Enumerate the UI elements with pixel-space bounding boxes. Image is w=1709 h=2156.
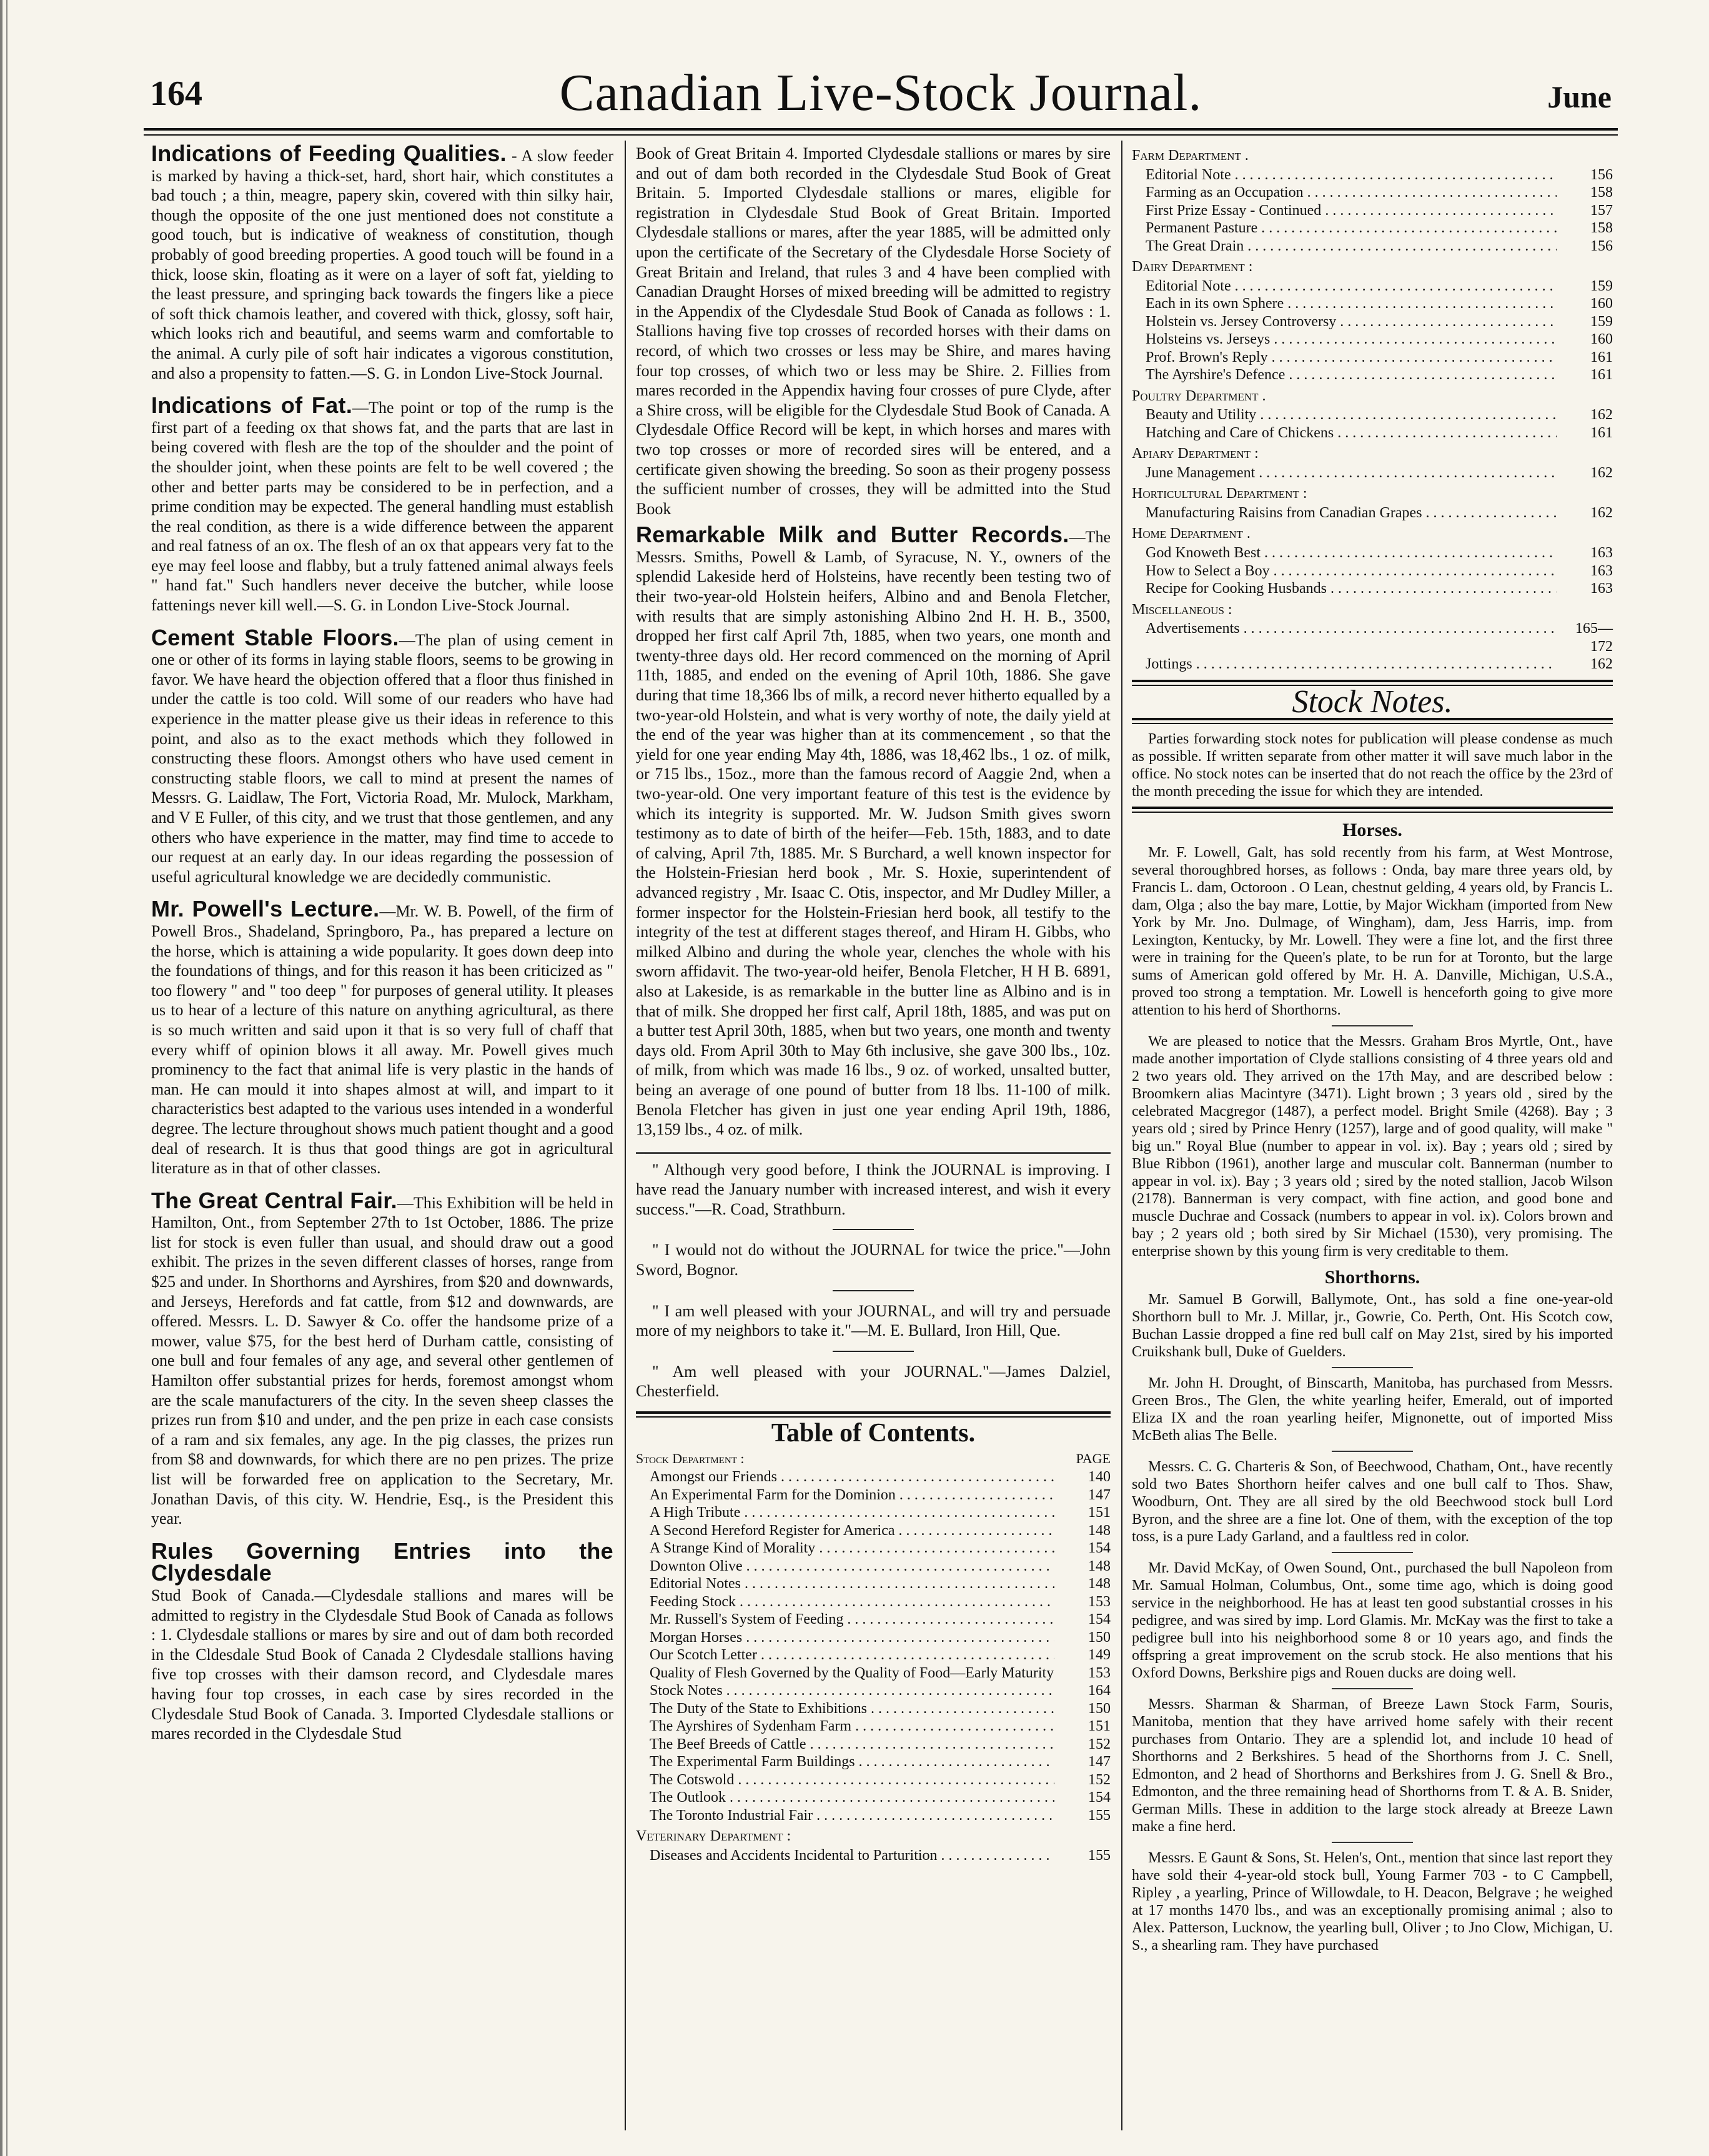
newspaper-page <box>144 62 1618 2137</box>
toc-entry-title: The Toronto Industrial Fair . . . <box>650 1807 1054 1825</box>
testimonial: " I am well pleased with your JOURNAL, and will try and persuade more of my neighbors to take it."—M. E. Bullard, Iron Hill, Que. <box>636 1301 1111 1340</box>
article-heading: Remarkable Milk and Butter Records. <box>636 522 1069 548</box>
article <box>151 1187 613 1529</box>
toc-entry-page: 158 <box>1590 220 1613 237</box>
toc-entry-title: The Cotswold . . . <box>650 1771 1054 1789</box>
toc-entry <box>1132 349 1613 367</box>
toc-entry-title: God Knoweth Best . . . <box>1146 544 1557 562</box>
toc-entry <box>636 1611 1111 1629</box>
toc-entry-title: The Experimental Farm Buildings . . . <box>650 1753 1054 1771</box>
issue-month: June <box>1547 79 1612 114</box>
masthead-rule <box>144 128 1618 136</box>
toc-entry <box>636 1557 1111 1576</box>
toc-entry-title: Beauty and Utility . . . <box>1146 406 1557 424</box>
masthead <box>144 62 1618 131</box>
toc-entry-title: Editorial Note . . . <box>1146 166 1557 184</box>
separator <box>1332 1451 1413 1452</box>
toc-entry <box>636 1789 1111 1807</box>
stock-note: Messrs. C. G. Charteris & Son, of Beechwood, Chatham, Ont., have recently sold two Bates Shorthorn heifer calves and one bull calf to Thos. Shaw, Woodburn, Ont. They are all sired by the old Beechwood stock bull Lord Byron, and the shree are a fine lot. One of them, with the exception of the top toss, is a pure Lady Garland, and a faultless red in color. <box>1132 1459 1613 1546</box>
toc-entry-title: Editorial Note . . . <box>1146 277 1557 296</box>
toc-entry <box>1132 424 1613 442</box>
separator <box>636 1152 1111 1154</box>
separator <box>1332 1367 1413 1368</box>
separator <box>1332 1842 1413 1843</box>
toc-entry-page: 159 <box>1590 277 1613 294</box>
article <box>636 522 1111 1139</box>
article-heading: Indications of Fat. <box>151 392 353 419</box>
toc-entry-page: 153 <box>1088 1593 1111 1610</box>
notes-intro: Parties forwarding stock notes for publication will please condense as much as possible. If written separate from other matter it will save much labor in the office. No stock notes can be inserted that do not reach the office by the 23rd of the month preceding the issue for which they are intended. <box>1132 731 1613 800</box>
toc-entry-title: Morgan Horses . . . <box>650 1629 1054 1647</box>
toc-entry <box>636 1807 1111 1825</box>
stock-note: Messrs. Sharman & Sharman, of Breeze Lawn Stock Farm, Souris, Manitoba, mention that they have arrived home safely with their recent purchases from Ontario. They are a splendid lot, and include 10 head of Shorthorns and 2 Berkshires. 5 head of the Shorthorns from J. C. Snell, Edmonton, and 2 head of Shorthorns and Berkshires from J. G. Snell & Bro., Edmonton, and the three remaining head of Shorthorns from T. & A. B. Snider, German Mills. These in addition to the large stock already at Breeze Lawn make a fine herd. <box>1132 1696 1613 1836</box>
toc-entry-page: 151 <box>1088 1504 1111 1521</box>
toc-entry <box>636 1753 1111 1771</box>
toc-entry <box>1132 295 1613 313</box>
article-body: —This Exhibition will be held in Hamilton, Ont., from September 27th to 1st October, 1886. The prize list for stock is even fuller than usual, and should draw out a good exhibit. The prizes in the seven different classes of horses, range from $25 and under. In Shorthorns and Ayrshires, from $20 and downwards, and Jerseys, Herefords and fat cattle, from $12 and downwards, are offered. Messrs. L. D. Sawyer & Co. offer the handsome prize of a mower, value $75, for the best herd of Durham cattle, consisting of one bull and four females of any age, and several other gentlemen of Hamilton offer substantial prizes for herds, foremost amongst whom are the scale manufacturers of the city. In the seven sheep classes the prizes run from $10 and under, and the pen prize in each case consists of a ram and six females, any age. In the pig classes, the prizes run from $8 and downwards, for which there are no pen prizes. The prize list will be forwarded free on application to the Secretary, Mr. Jonathan Davis, of this city. W. Hendrie, Esq., is the President this year. <box>151 1193 613 1528</box>
article-heading: The Great Central Fair. <box>151 1187 397 1213</box>
stock-note: We are pleased to notice that the Messrs. Graham Bros Myrtle, Ont., have made another importation of Clyde stallions consisting of 4 three years old and 2 two years old. They arrived on the 17th May, and are described below : Broomkern alias Macintyre (3471). Light brown ; 3 years old , sired by the celebrated Macgregor (1487), a perfect model. Bright Smile (4268). Bay ; 3 years old ; sired by Prince Henry (1257), large and of good quality, will make " big un." Royal Blue (number to appear in vol. ix). Bay ; years old ; sired by Blue Ribbon (1961), another large and muscular colt. Bannerman (number to appear in vol. ix). Bay ; 3 years old ; sired by the noted stallion, Jacob Wilson (2178). Bannerman is very compact, with fine action, and good bone and muscle Duchrae and Cossack (numbers to appear in vol. ix). Colors brown and bay ; 2 years old ; both sired by Sir Michael (1530), very promising. The enterprise shown by this young firm is very creditable to them. <box>1132 1033 1613 1259</box>
toc-entry-title: Stock Notes . . . <box>650 1682 1054 1700</box>
stock-note: Mr. F. Lowell, Galt, has sold recently from his farm, at West Montrose, several thoroughbred horses, as follows : Onda, bay mare three years old, by Francis L. dam, Octoroon . O Lean, chestnut gelding, 4 years old, by Francis L. dam, Olga ; also the bay mare, Lottie, by Major Wickham (imported from New York by Mr. Jno. Dulmage, of Wingham), dam, Jess Harris, imp. from Lexington, Kentucky, by Mr. Lowell. They were a fine lot, and the first three were in training for the Queen's plate, to be run for at Toronto, but the large sums of American gold offered by Mr. H. A. Danville, Michigan, U.S.A., proved too strong a temptation. Mr. Lowell is henceforth going to give more attention to his herd of Shorthorns. <box>1132 844 1613 1018</box>
toc-entry-page: 164 <box>1088 1682 1111 1699</box>
toc-entry <box>1132 166 1613 184</box>
toc-entry-title: Permanent Pasture . . . <box>1146 219 1557 237</box>
column-1 <box>151 141 613 1756</box>
toc-entry-title: Amongst our Friends . . . <box>650 1468 1054 1486</box>
toc-entry-page: 148 <box>1088 1557 1111 1574</box>
toc-entry <box>636 1486 1111 1504</box>
stock-notes-title: Stock Notes. <box>1292 683 1453 720</box>
toc-entry-title: A Second Hereford Register for America . . . <box>650 1522 1054 1540</box>
toc-entry <box>636 1575 1111 1593</box>
toc-entry-title: Hatching and Care of Chickens . . . <box>1146 424 1557 442</box>
toc-entry-title: Prof. Brown's Reply . . . <box>1146 349 1557 367</box>
toc-entry-page: 163 <box>1590 580 1613 597</box>
toc-entry <box>1132 219 1613 237</box>
separator <box>833 1290 914 1291</box>
toc-entry-page: 149 <box>1088 1647 1111 1664</box>
article-heading: Mr. Powell's Lecture. <box>151 896 380 922</box>
toc-entry <box>636 1539 1111 1557</box>
toc-section: Farm Department . <box>1132 147 1249 164</box>
toc-section: Stock Department : <box>636 1450 745 1466</box>
toc-entry <box>1132 464 1613 482</box>
toc-title: Table of Contents. <box>771 1419 976 1448</box>
toc-entry-page: 163 <box>1590 562 1613 579</box>
toc-entry <box>1132 184 1613 202</box>
toc-entry-page: 161 <box>1590 349 1613 365</box>
article-body: Stud Book of Canada.—Clydesdale stallions and mares will be admitted to registry in the Clydesdale Stud Book of Canada as follows : 1. Clydesdale stallions or mares by sire and out of dam both recorded in the Cldesdale Stud Book of Canada 2 Clydesdale stallions having five top crosses with their damson record, and Clydesdale mares having four top crosses, in each case by sires recorded in the Clydesdale Stud Book of Canada. 3. Imported Clydesdale stallions or mares recorded in the Clydesdale Stud <box>151 1586 613 1743</box>
toc-entry <box>636 1629 1111 1647</box>
testimonial: " Am well pleased with your JOURNAL."—James Dalziel, Chesterfield. <box>636 1362 1111 1401</box>
toc-entry <box>636 1646 1111 1664</box>
toc-entry-title: A Strange Kind of Morality . . . <box>650 1539 1054 1557</box>
toc-section: Horticultural Department : <box>1132 485 1307 502</box>
toc-section: Home Department . <box>1132 525 1251 542</box>
toc-entry-page: 157 <box>1590 202 1613 219</box>
toc-entry-page: 156 <box>1590 237 1613 254</box>
separator <box>1332 1688 1413 1689</box>
toc-entry-title: The Ayrshires of Sydenham Farm . . . <box>650 1717 1054 1736</box>
toc-entry-title: The Outlook . . . <box>650 1789 1054 1807</box>
toc-entry-page: 163 <box>1590 545 1613 562</box>
toc-entry <box>1132 562 1613 580</box>
toc-section-header <box>636 1449 1111 1469</box>
page-edge-binding <box>0 0 21 2156</box>
toc-entry-page: 162 <box>1590 504 1613 521</box>
toc-entry-page: 154 <box>1088 1540 1111 1557</box>
article <box>151 141 613 383</box>
toc-entry <box>636 1468 1111 1486</box>
toc-entry-page: 158 <box>1590 184 1613 201</box>
toc-entry-title: Our Scotch Letter . . . <box>650 1646 1054 1664</box>
toc-entry-page: 162 <box>1590 464 1613 481</box>
toc-entry-page: 161 <box>1590 367 1613 384</box>
toc-entry-page: 160 <box>1590 296 1613 312</box>
toc-entry <box>636 1847 1111 1865</box>
separator <box>833 1229 914 1230</box>
toc-section: Miscellaneous : <box>1132 601 1232 618</box>
toc-entry-title: Advertisements . . . <box>1146 620 1557 655</box>
toc-section: Dairy Department : <box>1132 259 1253 276</box>
stock-note: Mr. David McKay, of Owen Sound, Ont., purchased the bull Napoleon from Mr. Samual Holman, Columbus, Ont., some time ago, which is doing good service in the neighborhood. He has at least ten good substantial crosses in his pedigree, and was sired by imp. Lord Glamis. Mr. McKay was the first to take a pedigree bull into his neighborhood some 8 or 10 years ago, and finds the offspring a great improvement on the scrub stock. He also mentions that his Oxford Downs, Berkshire pigs and Rouen ducks are doing well. <box>1132 1560 1613 1682</box>
toc-entry <box>636 1771 1111 1789</box>
toc-section: Apiary Department : <box>1132 445 1259 462</box>
toc-entry <box>636 1682 1111 1700</box>
toc-section: Veterinary Department : <box>636 1828 791 1845</box>
article-heading: Cement Stable Floors. <box>151 624 399 650</box>
toc-entry-title: Holsteins vs. Jerseys . . . <box>1146 330 1557 349</box>
toc-continued <box>1132 146 1613 673</box>
toc-entry <box>636 1504 1111 1522</box>
article-continued: Book of Great Britain 4. Imported Clydesdale stallions or mares by sire and out of dam both recorded in the Clydesdale Stud Book of Great Britain. 5. Imported Clydesdale stallions or mares, eligible for registration in Clydesdale Stud Book of Great Britain. Imported Clydesdale stallions or mares, after the year 1885, will be admitted only upon the certificate of the Secretary of the Clydesdale Horse Society of Great Britain and Ireland, that rules 3 and 4 have been complied with Canadian Draught Horses of mixed breeding will be admitted to registry in the Appendix of the Clydesdale Stud Book of Canada as follows : 1. Stallions having five top crosses of recorded horses with their dams on record, of which two crosses or less may be Shire, and mares having four top crosses, of which two or less may be Shire. 2. Fillies from mares recorded in the Appendix having four crosses of pure Clyde, after a Shire cross, will be eligible for the Clydesdale Stud Book of Canada. A Clydesdale Office Record will be kept, in which horses and mares with two top crosses or more of recorded sires will be entered, and a certificate given showing the breeding. So soon as their progeny possess the sufficient number of crosses, they will be admitted into the Stud Book <box>636 144 1111 518</box>
toc-entry <box>1132 504 1613 522</box>
toc-entry <box>1132 544 1613 562</box>
toc-entry-page: 140 <box>1088 1469 1111 1486</box>
toc-entry-title: First Prize Essay - Continued . . . <box>1146 202 1557 220</box>
separator <box>636 1411 1111 1418</box>
article-body: —Mr. W. B. Powell, of the firm of Powell Bros., Shadeland, Springboro, Pa., has prepared a lecture on the horse, which is attaining a wide popularity. It goes down deep into the foundations of things, and for this reason it has been criticized as " too flowery " and " too deep " for purposes of general utility. It pleases us to hear of a lecture of this nature on anything agricultural, as there is so much written and said upon it that is so very full of chaff that every whiff of opinion blows it all away. Mr. Powell gives much prominency to the fact that animal life is very plastic in the hands of man. He can mould it into shapes almost at will, and impart to it characteristics best adapted to the various uses intended in a wonderful degree. The lecture throughout shows much patient thought and a good deal of research. It is thus that good things are got in agricultural literature as in that of other classes. <box>151 902 613 1178</box>
journal-title: Canadian Live-Stock Journal. <box>559 64 1202 122</box>
toc-entry <box>1132 237 1613 256</box>
toc-page-label: PAGE <box>1076 1450 1111 1466</box>
article-body: —The Messrs. Smiths, Powell & Lamb, of Syracuse, N. Y., owners of the splendid Lakeside herd of Holsteins, have recently been testing two of their two-year-old Holstein heifers, Albino and and Benola Fletcher, with results that are simply astonishing Albino 2nd H. H. B., 3500, dropped her first calf April 7th, 1885, when two years, one month and twenty-three days old. Her record commenced on the morning of April 11th, 1885, and ended on the evening of April 10th, 1886. She gave during that time 18,366 lbs of milk, a record never hitherto equalled by a two-year-old Holstein, and what is very worthy of note, the daily yield at the end of the year was higher than at its commencement , so that the yield for one year ending May 4th, 1886, was 18,462 lbs., 1 oz. of milk, or 715 lbs., 15oz., more than the famous record of Aaggie 2nd, when a two-year-old. One very important feature of this test is the evidence by which its integrity is supported. Mr. W. Judson Smith gives sworn testimony as to date of birth of the heifer—Feb. 15th, 1883, and to date of calving, April 7th, 1885. Mr. S Burchard, a well known inspector for the Holstein-Friesian herd book , Mr. S. Hoxie, superintendent of advanced registry , Mr. Isaac C. Otis, inspector, and Mr Dudley Miller, a former inspector for the Holstein-Friesian herd book, all testify to the integrity of the test at different stages thereof, and Hiram H. Gibbs, who milked Albino and during the whole year, clenches the whole with his sworn affidavit. The two-year-old heifer, Benola Fletcher, H H B. 6891, also at Lakeside, is as remarkable in the butter line as Albino and is in that of milk. She dropped her first calf, April 18th, 1885, and was put on a butter test April 30th, 1885, when but two years, one month and twenty days old. From April 30th to May 6th inclusive, she gave 300 lbs., 10z. of milk, from which was made 16 lbs., 9 oz. of worked, unsalted butter, being an average of one pound of butter from 18 lbs. 11-100 of milk. Benola Fletcher has given in just one year ending April 19th, 1886, 13,159 lbs., 4 oz. of milk. <box>636 528 1111 1139</box>
column-2 <box>636 144 1111 1864</box>
toc-entry <box>1132 655 1613 673</box>
toc-entry-page: 165—172 <box>1575 620 1613 655</box>
toc-list <box>636 1847 1111 1865</box>
stock-note: Mr. John H. Drought, of Binscarth, Manitoba, has purchased from Messrs. Green Bros., The Glen, the white yearling heifer, Emerald, out of imported Eliza IX and the roan yearling heifer, Mignonette, out of imported Miss McBeth alias The Belle. <box>1132 1375 1613 1444</box>
toc-entry-page: 147 <box>1088 1486 1111 1503</box>
toc-entry-page: 152 <box>1088 1736 1111 1752</box>
toc-entry <box>636 1593 1111 1611</box>
toc-entry-title: The Beef Breeds of Cattle . . . <box>650 1736 1054 1754</box>
toc-entry-title: Recipe for Cooking Husbands . . . <box>1146 580 1557 598</box>
toc-entry-page: 151 <box>1088 1718 1111 1735</box>
toc-entry-page: 162 <box>1590 656 1613 673</box>
toc-entry-title: The Ayrshire's Defence . . . <box>1146 366 1557 384</box>
toc-entry <box>1132 620 1613 655</box>
toc-entry <box>636 1717 1111 1736</box>
article-heading: Indications of Feeding Qualities. <box>151 141 507 166</box>
toc-entry-page: 154 <box>1088 1789 1111 1806</box>
toc-entry <box>636 1736 1111 1754</box>
toc-entry-title: Feeding Stock . . . <box>650 1593 1054 1611</box>
separator <box>1332 1552 1413 1553</box>
column-3 <box>1132 144 1613 1960</box>
toc-list <box>636 1468 1111 1824</box>
testimonial: " Although very good before, I think the JOURNAL is improving. I have read the January number with increased interest, and wish it every success."—R. Coad, Strathburn. <box>636 1160 1111 1218</box>
article <box>151 624 613 887</box>
testimonial: " I would not do without the JOURNAL for twice the price."—John Sword, Bognor. <box>636 1241 1111 1279</box>
separator <box>1132 807 1613 813</box>
toc-entry-title: Downton Olive . . . <box>650 1557 1054 1576</box>
toc-entry-page: 147 <box>1088 1754 1111 1771</box>
toc-entry-page: 160 <box>1590 331 1613 348</box>
toc-entry-page: 154 <box>1088 1611 1111 1628</box>
toc-entry-page: 150 <box>1088 1700 1111 1717</box>
toc-entry <box>1132 277 1613 296</box>
article <box>151 896 613 1178</box>
toc-section: Poultry Department . <box>1132 387 1266 404</box>
article-heading: Rules Governing Entries into the Clydesdale <box>151 1538 613 1586</box>
toc-entry-title: How to Select a Boy . . . <box>1146 562 1557 580</box>
toc-entry-title: Jottings . . . <box>1146 655 1557 673</box>
toc-entry-page: 153 <box>1088 1664 1111 1681</box>
toc-entry-page: 155 <box>1088 1847 1111 1864</box>
toc-entry-title: A High Tribute . . . <box>650 1504 1054 1522</box>
toc-entry-title: An Experimental Farm for the Dominion . . . <box>650 1486 1054 1504</box>
toc-entry-title: Mr. Russell's System of Feeding . . . <box>650 1611 1054 1629</box>
toc-entry <box>636 1522 1111 1540</box>
toc-entry <box>636 1664 1111 1682</box>
toc-entry-title: The Duty of the State to Exhibitions . . . <box>650 1700 1054 1718</box>
toc-entry-page: 152 <box>1088 1771 1111 1788</box>
toc-entry-page: 148 <box>1088 1576 1111 1592</box>
toc-entry-title: Editorial Notes . . . <box>650 1575 1054 1593</box>
toc-entry-title: Each in its own Sphere . . . <box>1146 295 1557 313</box>
toc-entry-title: June Management . . . <box>1146 464 1557 482</box>
column-divider <box>1121 141 1122 2130</box>
toc-entry-page: 148 <box>1088 1522 1111 1539</box>
page-number: 164 <box>150 74 202 113</box>
article <box>151 392 613 615</box>
toc-entry-title: Farming as an Occupation . . . <box>1146 184 1557 202</box>
toc-entry-title: Manufacturing Raisins from Canadian Grapes . . . <box>1146 504 1557 522</box>
stock-note: Mr. Samuel B Gorwill, Ballymote, Ont., has sold a fine one-year-old Shorthorn bull to Mr. J. Millar, jr., Gowrie, Co. Perth, Ont. His Scotch cow, Buchan Lassie dropped a fine red bull calf on May 21st, sired by his imported Cruikshank bull, Duke of Guelders. <box>1132 1291 1613 1361</box>
toc-entry <box>1132 580 1613 598</box>
toc-entry-page: 159 <box>1590 313 1613 330</box>
toc-entry-title: Holstein vs. Jersey Controversy . . . <box>1146 313 1557 331</box>
toc-entry-page: 162 <box>1590 407 1613 424</box>
section-heading-shorthorns: Shorthorns. <box>1324 1266 1420 1288</box>
toc-entry-title: Diseases and Accidents Incidental to Parturition . . . <box>650 1847 1054 1865</box>
stock-note: Messrs. E Gaunt & Sons, St. Helen's, Ont., mention that since last report they have sold their 4-year-old stock bull, Young Farmer 703 - to C Campbell, Ripley , a yearling, Prince of Willowdale, to H. Deacon, Belgrave ; he weighed at 17 months 1470 lbs., and was an exceptionally promising animal ; also to Alex. Patterson, Lucknow, the yearling bull, Oliver ; to Jno Clow, Michigan, U. S., a shearling ram. They have purchased <box>1132 1850 1613 1954</box>
separator <box>1332 1025 1413 1026</box>
toc-entry-page: 156 <box>1590 166 1613 183</box>
toc-entry-page: 161 <box>1590 424 1613 441</box>
article <box>151 1538 613 1744</box>
toc-entry <box>1132 406 1613 424</box>
toc-entry-title: Quality of Flesh Governed by the Quality of Food—Early Maturity . . . <box>650 1664 1054 1682</box>
toc-entry <box>636 1700 1111 1718</box>
article-body: —The point or top of the rump is the first part of a feeding ox that shows fat, and the parts that are last in being covered with flesh are the top of the shoulder and the point of the shoulder joint, when these points are felt to be well covered ; the other and better parts may be considered to be in perfection, and a prime condition may be expected. The general handling must establish the real condition, as there is a wide difference between the apparent and real fatness of an ox. The flesh of an ox that appears very fat to the eye may feel loose and flabby, but a truly fattened animal always feels " hand fat." Such handlers never deceive the butcher, while loose fattenings never kill well.—S. G. in London Live-Stock Journal. <box>151 399 613 615</box>
toc-entry-page: 155 <box>1088 1807 1111 1824</box>
toc-entry-title: The Great Drain . . . <box>1146 237 1557 256</box>
column-divider <box>625 141 626 2130</box>
section-heading-horses: Horses. <box>1342 820 1402 841</box>
separator <box>833 1351 914 1352</box>
article-body: - A slow feeder is marked by having a thick-set, hard, short hair, which constitutes a bad touch ; a thin, meagre, papery skin, covered with thin silky hair, though the opposite of the one just mentioned does not constitute a good touch, but is indicative of weakness of constitution, though probably of good breeding properties. A good touch will be found in a thick, loose skin, floating as it were on a layer of soft fat, yielding to the least pressure, and springing back towards the fingers like a piece of soft thick chamois leather, and covered with thick, glossy, soft hair, which looks rich and beautiful, and seems warm and comfortable to the animal. A curly pile of soft hair indicates a vigorous constitution, and also a propensity to fatten.—S. G. in London Live-Stock Journal. <box>151 147 613 382</box>
toc-entry <box>1132 366 1613 384</box>
toc-entry-page: 150 <box>1088 1629 1111 1646</box>
toc-entry <box>1132 330 1613 349</box>
toc-entry <box>1132 202 1613 220</box>
article-body: —The plan of using cement in one or other of its forms in laying stable floors, seems to be growing in favor. We have heard the objection offered that a floor thus finished in under the cattle is too cold. Will some of our readers who have had experience in the matter please give us their ideas in reference to this point, and also as to the exact methods which they followed in constructing these floors. Amongst others who have used cement in constructing stable floors, we call to mind at present the names of Messrs. G. Laidlaw, The Fort, Victoria Road, Mr. Mulock, Markham, and V E Fuller, of this city, and we trust that those gentlemen, and any others who have experience in the matter, may find time to accede to our request at an early day. In our ideas regarding the possession of useful agricultural knowledge we are decidedly communistic. <box>151 630 613 886</box>
toc-entry <box>1132 313 1613 331</box>
